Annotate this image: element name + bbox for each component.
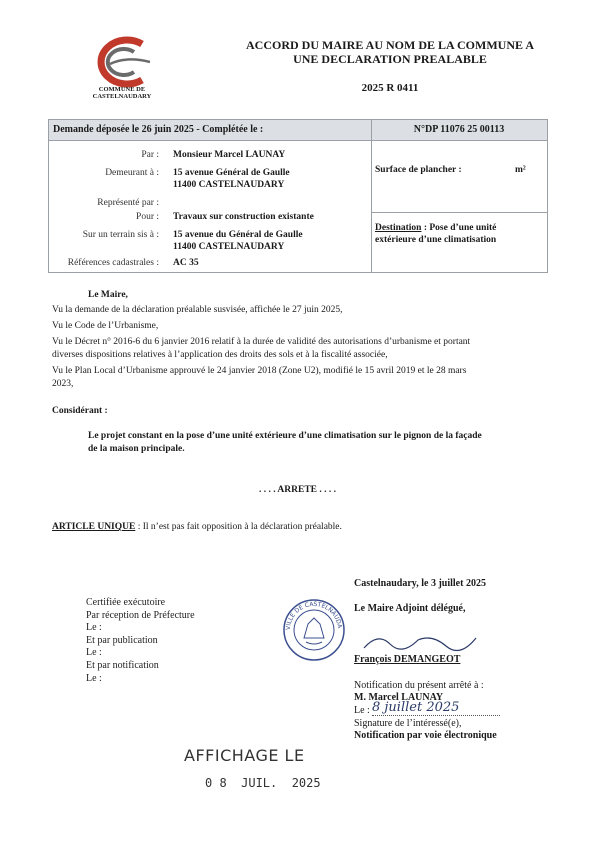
- notification-date-handwritten: 8 juillet 2025: [372, 700, 500, 716]
- terrain-value-2: 11400 CASTELNAUDARY: [173, 242, 285, 252]
- table-header: [49, 120, 547, 141]
- demeurant-value-2: 11400 CASTELNAUDARY: [173, 180, 285, 190]
- destination-label: Destination: [375, 223, 422, 233]
- par-value: Monsieur Marcel LAUNAY: [173, 150, 286, 160]
- refs-value: AC 35: [173, 258, 199, 268]
- projet-1: Le projet constant en la pose d’une unité extérieure d’une climatisation sur le pignon de la façade: [88, 431, 482, 441]
- notification-date-label: Le :: [354, 705, 370, 716]
- svg-text:VILLE DE CASTELNAUDARY: VILLE DE CASTELNAUDA: [284, 600, 343, 631]
- document-reference: 2025 R 0411: [361, 82, 419, 94]
- logo-line1: COMMUNE DE: [98, 86, 146, 93]
- city-seal: [282, 598, 346, 662]
- row-divider: [372, 212, 547, 213]
- le-3: Le :: [86, 672, 102, 684]
- projet-2: de la maison principale.: [88, 444, 185, 454]
- terrain-value-1: 15 avenue du Général de Gaulle: [173, 230, 303, 240]
- article-label: ARTICLE UNIQUE: [52, 522, 136, 532]
- demeurant-value-1: 15 avenue Général de Gaulle: [173, 168, 290, 178]
- reception-prefecture: Par réception de Préfecture: [86, 609, 195, 621]
- terrain-label: Sur un terrain sis à :: [82, 230, 159, 240]
- par-publication: Et par publication: [86, 634, 158, 646]
- notification-intro: Notification du présent arrêté à :: [354, 680, 484, 691]
- affichage-date: 0 8 JUIL. 2025: [205, 776, 321, 790]
- destination-value-2: extérieure d’une climatisation: [375, 235, 497, 245]
- destination-value-1: : Pose d’une unité: [421, 223, 497, 233]
- refs-label: Références cadastrales :: [67, 258, 159, 268]
- vu-decret-2: diverses dispositions relatives à l’application des droits des sols et à la fiscalité associée,: [52, 350, 388, 360]
- signature-scribble-icon: [360, 630, 480, 654]
- le-2: Le :: [86, 647, 102, 659]
- vu-plu-2: 2023,: [52, 379, 74, 389]
- dp-number: N°DP 11076 25 00113: [413, 124, 505, 135]
- commune-logo: [80, 34, 164, 104]
- vu-decret-1: Vu le Décret n° 2016-6 du 6 janvier 2016 relatif à la durée de validité des autorisations d’urbanisme et portant: [52, 337, 471, 347]
- signatory-name: François DEMANGEOT: [354, 654, 461, 665]
- surface-label: Surface de plancher :: [375, 165, 462, 175]
- request-info-table: [48, 119, 548, 273]
- represente-label: Représenté par :: [97, 198, 159, 208]
- le-maire: Le Maire,: [88, 290, 128, 300]
- arrete: . . . . ARRETE . . . .: [258, 485, 337, 495]
- city-seal-icon: [282, 598, 346, 662]
- vu-demande: Vu la demande de la déclaration préalable susvisée, affichée le 27 juin 2025,: [52, 305, 343, 315]
- request-dates: Demande déposée le 26 juin 2025 - Complétée le :: [53, 124, 264, 135]
- column-divider: [371, 120, 372, 272]
- destination: [375, 222, 545, 246]
- certifiee-executoire: Certifiée exécutoire: [86, 597, 166, 608]
- le-1: Le :: [86, 622, 102, 634]
- pour-label: Pour :: [136, 212, 159, 222]
- article-unique: [52, 521, 552, 533]
- signatory-role: Le Maire Adjoint délégué,: [354, 603, 466, 614]
- pour-value: Travaux sur construction existante: [173, 212, 314, 222]
- execution-block: [86, 597, 195, 685]
- title-line2: UNE DECLARATION PREALABLE: [293, 52, 487, 66]
- affichage-title: AFFICHAGE LE: [184, 746, 305, 765]
- notification-electronique: Notification par voie électronique: [354, 730, 497, 741]
- surface-unit: m²: [515, 165, 526, 175]
- article-text: : Il n’est pas fait opposition à la déclaration préalable.: [135, 522, 342, 532]
- vu-code: Vu le Code de l’Urbanisme,: [52, 321, 159, 331]
- demeurant-label: Demeurant à :: [105, 168, 159, 178]
- document-title: [200, 38, 580, 66]
- notification-person: M. Marcel LAUNAY: [354, 692, 444, 703]
- par-notification: Et par notification: [86, 659, 159, 671]
- place-date: Castelnaudary, le 3 juillet 2025: [354, 578, 486, 589]
- title-line1: ACCORD DU MAIRE AU NOM DE LA COMMUNE A: [246, 38, 534, 52]
- castelnaudary-logo-icon: [80, 34, 164, 90]
- par-label: Par :: [141, 150, 159, 160]
- logo-line2: CASTELNAUDARY: [92, 93, 152, 100]
- considerant: Considérant :: [52, 406, 108, 416]
- vu-plu-1: Vu le Plan Local d’Urbanisme approuvé le 24 janvier 2018 (Zone U2), modifié le 15 avril 2019 et le 28 mars: [52, 366, 467, 376]
- signature-interesse: Signature de l’intéressé(e),: [354, 718, 462, 729]
